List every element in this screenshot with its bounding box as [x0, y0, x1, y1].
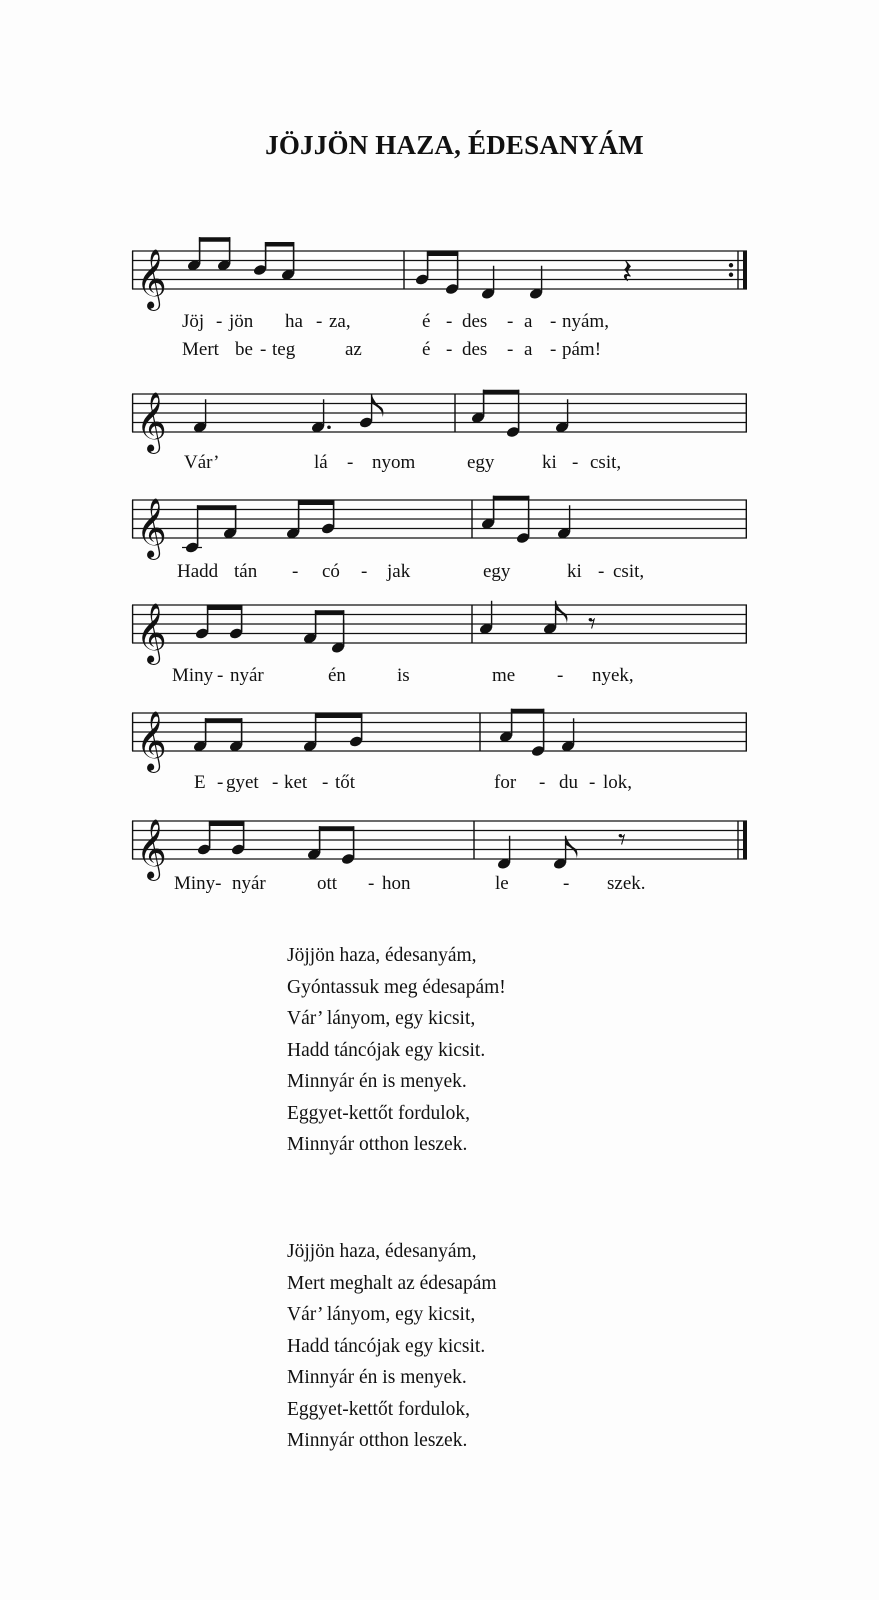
music-system-2: [132, 386, 762, 484]
lyric-syllable: -: [260, 339, 267, 360]
lyric-syllable: a: [524, 311, 533, 332]
note-beam: [205, 718, 242, 723]
note-beam: [427, 252, 458, 257]
eighth-rest-icon: 𝄾: [618, 822, 626, 858]
lyric-syllable: hon: [382, 873, 411, 894]
treble-clef-icon: 𝄞: [136, 711, 167, 771]
lyric-syllable: szek.: [607, 873, 646, 894]
note-flag: [556, 601, 568, 624]
music-system-4: [132, 597, 762, 695]
note-beam: [199, 237, 230, 242]
lyric-syllable: lok,: [603, 772, 633, 793]
music-system-1: [132, 243, 762, 360]
lyric-line-5: [132, 772, 762, 796]
note-beam: [265, 242, 294, 247]
lyric-syllable: -: [446, 339, 453, 360]
lyric-syllable: Jöj: [182, 311, 205, 332]
lyric-syllable: -: [589, 772, 596, 793]
note-flag: [372, 395, 384, 418]
lyric-syllable: jön: [229, 311, 254, 332]
lyric-syllable: ott: [317, 873, 338, 894]
verse-line: Gyóntassuk meg édesapám!: [287, 976, 506, 998]
lyric-syllable: -: [572, 452, 579, 473]
lyric-syllable: nyár: [232, 873, 266, 894]
note-beam: [197, 505, 236, 510]
note-beam: [315, 610, 344, 615]
note-beam: [483, 390, 519, 395]
lyric-line-6: [132, 873, 762, 897]
verse-line: Mert meghalt az édesapám: [287, 1272, 497, 1294]
lyric-syllable: Mert: [182, 339, 219, 360]
lyric-syllable: ket: [284, 772, 308, 793]
treble-clef-icon: 𝄞: [136, 392, 167, 452]
lyric-syllable: -: [347, 452, 354, 473]
final-barline: [743, 821, 747, 859]
verse-line: Minnyár otthon leszek.: [287, 1134, 468, 1155]
quarter-rest-icon: 𝄽: [622, 252, 633, 293]
music-system-5: [132, 705, 762, 803]
verse-line: Hadd táncójak egy kicsit.: [287, 1039, 486, 1061]
lyric-syllable: -: [322, 772, 329, 793]
lyric-syllable: có: [322, 561, 340, 582]
treble-clef-icon: 𝄞: [136, 603, 167, 663]
note-beam: [207, 606, 242, 611]
augmentation-dot: [327, 425, 331, 429]
lyric-syllable: a: [524, 339, 533, 360]
lyric-line-2: [132, 452, 762, 476]
staff-4: [132, 597, 762, 663]
verse-line: Vár’ lányom, egy kicsit,: [287, 1304, 476, 1325]
lyric-syllable: é: [422, 311, 431, 332]
lyric-line-4: [132, 665, 762, 689]
lyric-syllable: des: [462, 339, 488, 360]
lyric-syllable: -: [598, 561, 605, 582]
lyric-syllable: du: [559, 772, 578, 793]
eighth-rest-icon: 𝄾: [588, 606, 596, 642]
lyric-syllable: nyám,: [562, 311, 609, 332]
lyric-syllable: -: [292, 561, 299, 582]
lyric-syllable: tán: [234, 561, 258, 582]
verse-line: Minnyár én is menyek.: [287, 1071, 467, 1092]
lyric-syllable: én: [328, 665, 346, 686]
verse-1: [287, 940, 506, 1161]
final-barline: [743, 251, 747, 289]
lyric-line-3: [132, 561, 762, 585]
lyric-syllable: -: [316, 311, 323, 332]
lyric-syllable: -: [272, 772, 279, 793]
lyric-syllable: is: [397, 665, 410, 686]
treble-clef-icon: 𝄞: [136, 498, 167, 558]
lyric-syllable: lá: [314, 452, 328, 473]
lyric-syllable: egy: [467, 452, 495, 473]
note-flag: [566, 836, 578, 859]
lyric-syllable: des: [462, 311, 488, 332]
lyric-syllable: jak: [387, 561, 411, 582]
lyric-syllable: nyek,: [592, 665, 634, 686]
lyric-syllable: for: [494, 772, 517, 793]
lyric-syllable: -: [446, 311, 453, 332]
lyric-line-1b: [132, 339, 762, 363]
lyric-syllable: Vár’: [184, 452, 220, 473]
lyric-syllable: pám!: [562, 339, 602, 360]
verse-line: Jöjjön haza, édesanyám,: [287, 945, 477, 966]
lyric-syllable: nyár: [230, 665, 264, 686]
lyric-syllable: me: [492, 665, 516, 686]
lyric-syllable: nyom: [372, 452, 416, 473]
staff-1: [132, 243, 762, 309]
lyric-syllable: -: [216, 311, 223, 332]
staff-5: [132, 705, 762, 771]
staff-6: [132, 813, 762, 879]
music-system-3: [132, 492, 762, 590]
lyric-syllable: le: [495, 873, 509, 894]
lyric-syllable: csit,: [590, 452, 622, 473]
lyric-syllable: Hadd: [177, 561, 219, 582]
lyric-syllable: -: [539, 772, 546, 793]
verse-line: Jöjjön haza, édesanyám,: [287, 1241, 477, 1262]
lyric-syllable: Miny-: [174, 873, 222, 894]
treble-clef-icon: 𝄞: [136, 819, 167, 879]
staff-3: [132, 492, 762, 558]
verse-line: Minnyár én is menyek.: [287, 1367, 467, 1388]
note-beam: [319, 826, 354, 831]
lyric-syllable: csit,: [613, 561, 645, 582]
lyric-syllable: -: [557, 665, 564, 686]
note-beam: [493, 496, 529, 501]
lyric-syllable: Miny: [172, 665, 214, 686]
lyric-syllable: é: [422, 339, 431, 360]
lyric-syllable: ki: [567, 561, 582, 582]
lyric-syllable: -: [563, 873, 570, 894]
note-beam: [298, 501, 334, 506]
treble-clef-icon: 𝄞: [136, 249, 167, 309]
lyric-syllable: teg: [272, 339, 296, 360]
verse-line: Minnyár otthon leszek.: [287, 1430, 468, 1451]
lyric-syllable: ha: [285, 311, 303, 332]
staff-2: [132, 386, 762, 452]
lyric-syllable: egy: [483, 561, 511, 582]
lyric-syllable: -: [550, 339, 557, 360]
lyric-syllable: gyet: [226, 772, 259, 793]
note-beam: [209, 822, 244, 827]
song-title: JÖJJÖN HAZA, ÉDESANYÁM: [265, 130, 644, 160]
note-beam: [315, 714, 362, 719]
music-system-6: [132, 813, 762, 911]
lyric-syllable: -: [550, 311, 557, 332]
lyric-syllable: za,: [329, 311, 351, 332]
lyric-syllable: az: [345, 339, 362, 360]
verse-line: Eggyet-kettőt fordulok,: [287, 1102, 471, 1124]
lyric-syllable: tőt: [335, 772, 356, 793]
lyric-syllable: -: [217, 772, 224, 793]
verse-line: Hadd táncójak egy kicsit.: [287, 1335, 486, 1357]
repeat-dot: [729, 273, 733, 277]
lyric-syllable: -: [368, 873, 375, 894]
lyric-line-1a: [132, 311, 762, 335]
verse-line: Eggyet-kettőt fordulok,: [287, 1398, 471, 1420]
lyric-syllable: -: [361, 561, 368, 582]
lyric-syllable: -: [507, 339, 514, 360]
repeat-dot: [729, 263, 733, 267]
verse-line: Vár’ lányom, egy kicsit,: [287, 1008, 476, 1029]
verse-2: [287, 1236, 497, 1457]
lyric-syllable: E: [194, 772, 206, 793]
lyric-syllable: be: [235, 339, 253, 360]
lyric-syllable: -: [507, 311, 514, 332]
lyric-syllable: ki: [542, 452, 557, 473]
lyric-syllable: -: [217, 665, 224, 686]
note-beam: [511, 709, 544, 714]
